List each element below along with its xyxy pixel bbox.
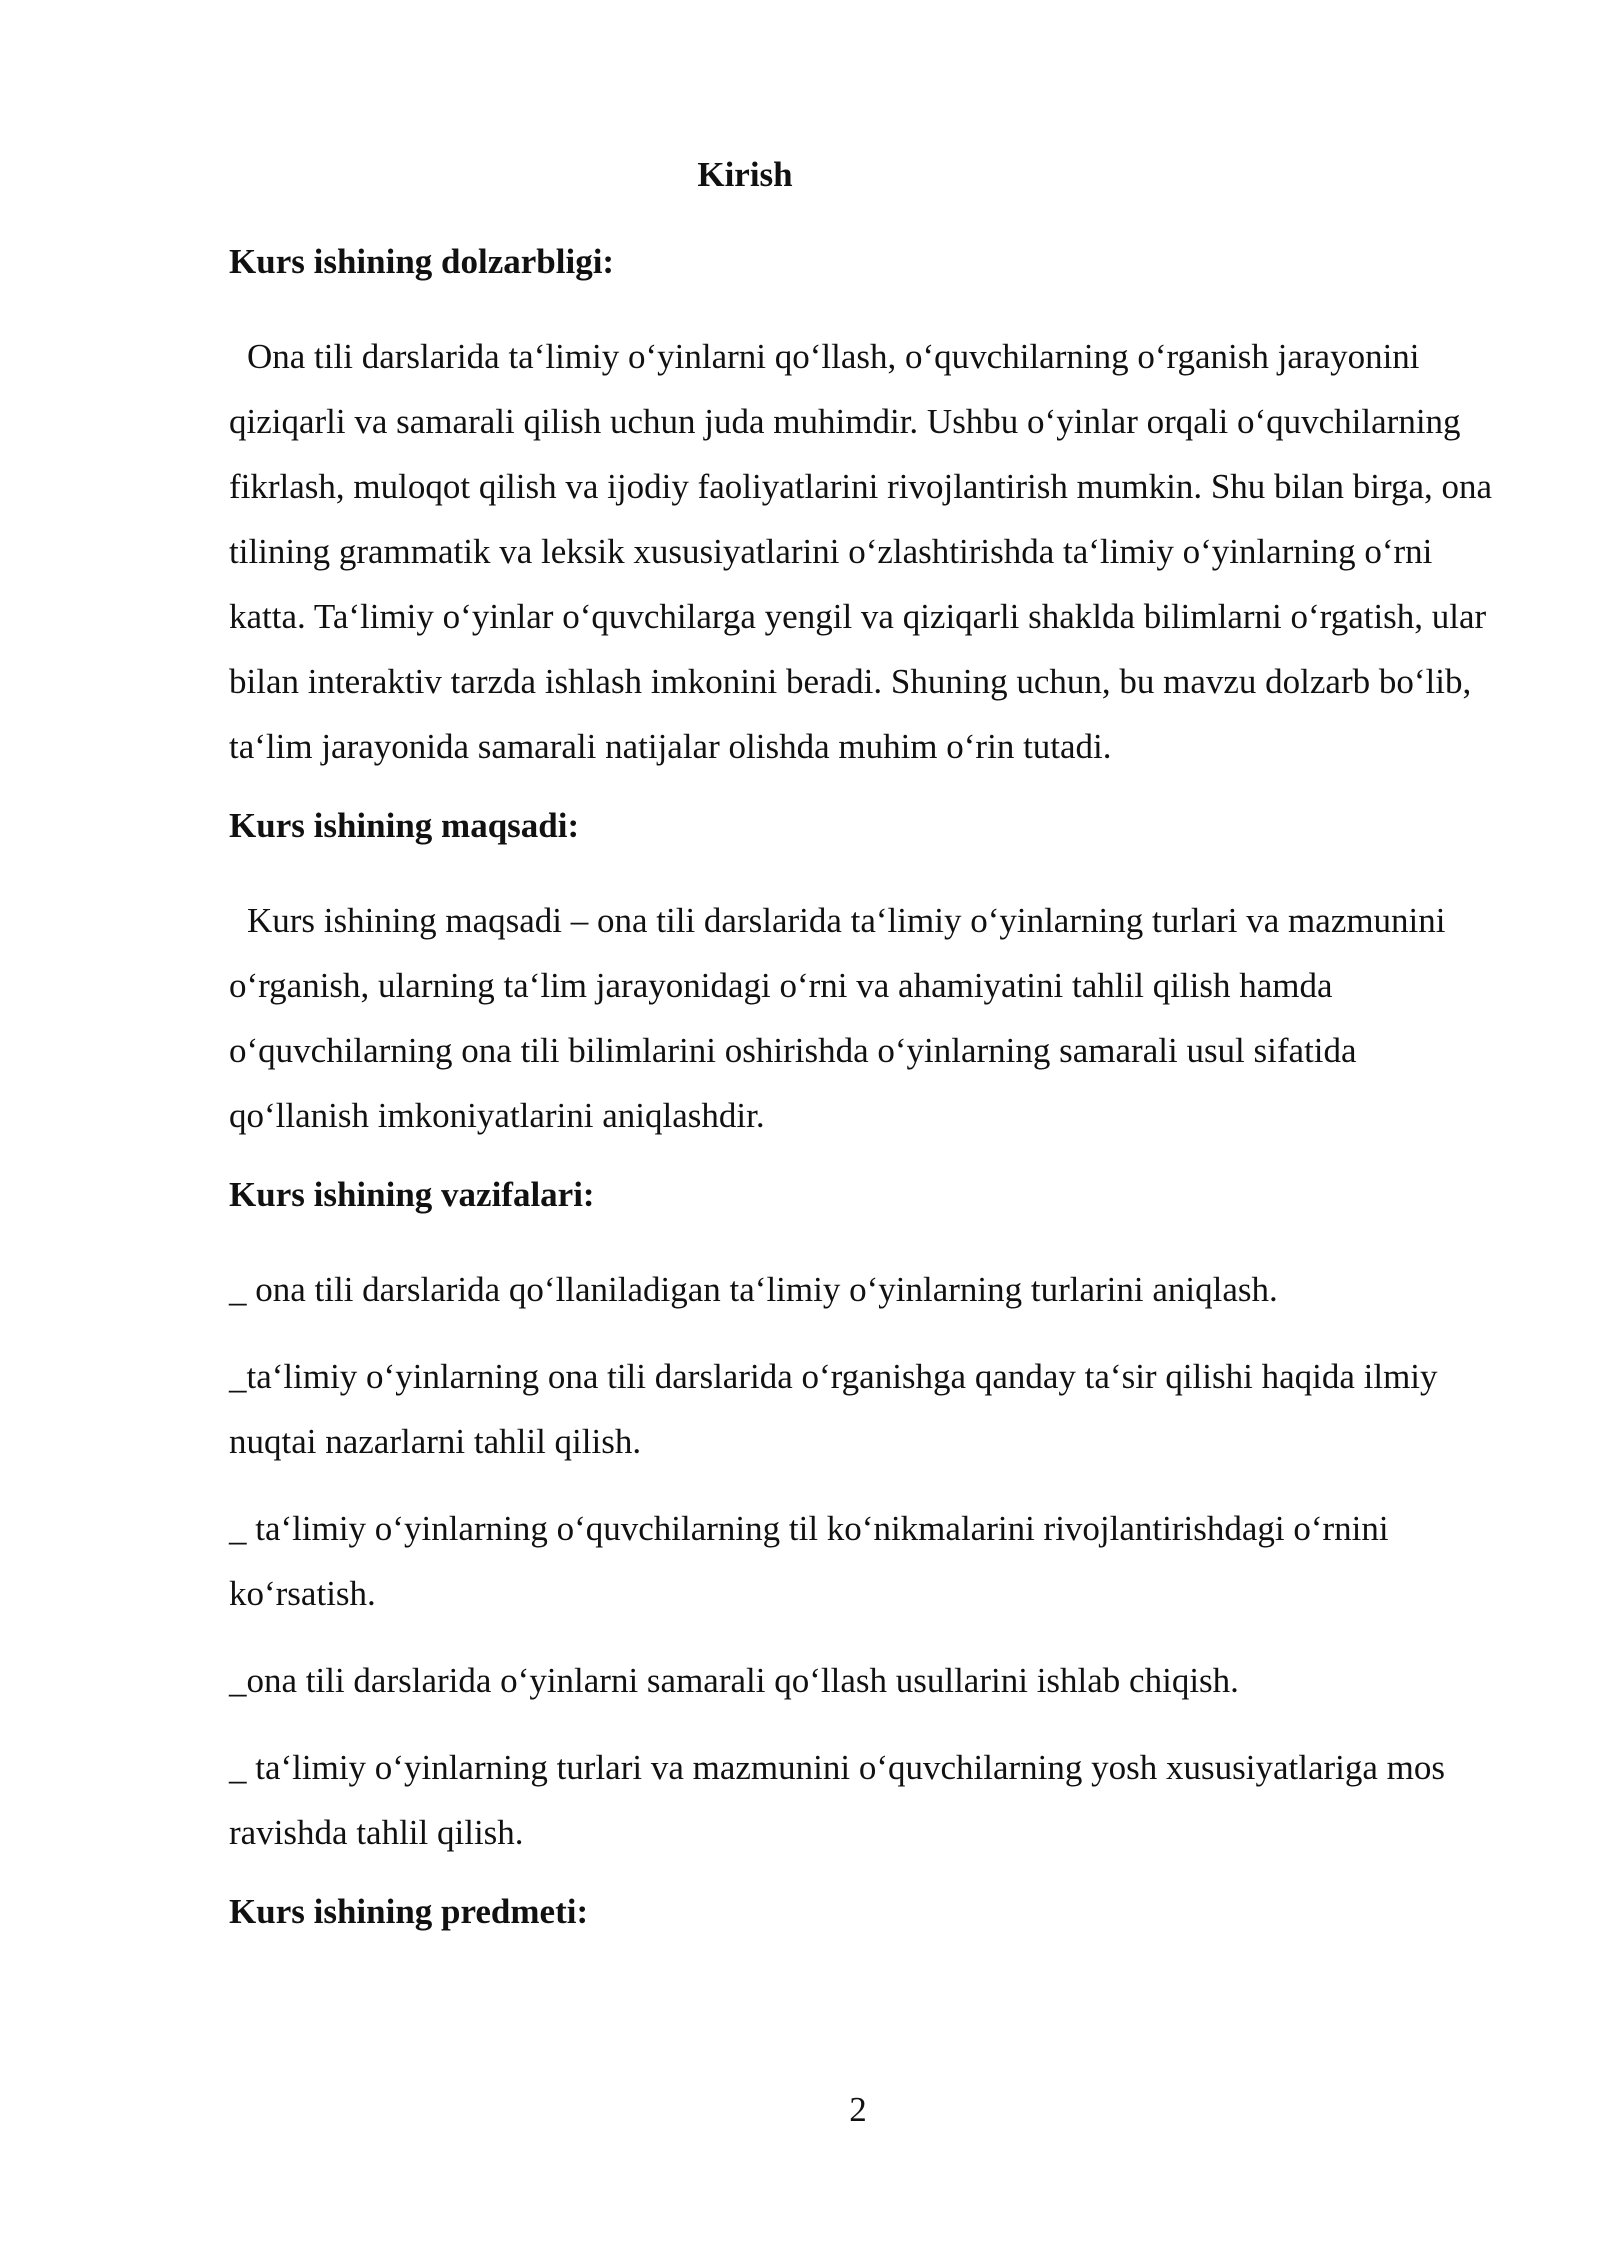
task-item: _ ta‘limiy o‘yinlarning o‘quvchilarning til ko‘nikmalarini rivojlantirishdagi o‘rnini ko‘rsatish.: [229, 1509, 1389, 1613]
page-title: Kirish: [697, 155, 793, 194]
document-body: [229, 237, 1499, 1974]
section-text-maqsadi: Kurs ishining maqsadi – ona tili darslarida ta‘limiy o‘yinlarning turlari va mazmunini o‘rganish, ularning ta‘lim jarayonidagi o‘rni va ahamiyatini tahlil qilish hamda o‘quvchilarning ona tili bilimlarini oshirishda o‘yinlarning samarali usul sifatida qo‘llanish imkoniyatlarini aniqlashdir.: [229, 901, 1446, 1135]
task-item: _ ta‘limiy o‘yinlarning turlari va mazmunini o‘quvchilarning yosh xususiyatlariga mos ravishda tahlil qilish.: [229, 1748, 1446, 1852]
section-text-dolzarbligi: Ona tili darslarida ta‘limiy o‘yinlarni qo‘llash, o‘quvchilarning o‘rganish jarayonini qiziqarli va samarali qilish uchun juda muhimdir. Ushbu o‘yinlar orqali o‘quvchilarning fikrlash, muloqot qilish va ijodiy faoliyatlarini rivojlantirish mumkin. Shu bilan birga, ona tilining grammatik va leksik xususiyatlarini o‘zlashtirishda ta‘limiy o‘yinlarning o‘rni katta. Ta‘limiy o‘yinlar o‘quvchilarga yengil va qiziqarli shaklda bilimlarni o‘rgatish, ular bilan interaktiv tarzda ishlash imkonini beradi. Shuning uchun, bu mavzu dolzarb bo‘lib, ta‘lim jarayonida samarali natijalar olishda muhim o‘rin tutadi.: [229, 337, 1493, 766]
page-number: 2: [849, 2090, 867, 2129]
section-heading-predmeti: Kurs ishining predmeti:: [229, 1892, 589, 1931]
task-item: _ ona tili darslarida qo‘llaniladigan ta‘limiy o‘yinlarning turlarini aniqlash.: [229, 1270, 1278, 1309]
section-heading-maqsadi: Kurs ishining maqsadi:: [229, 806, 580, 845]
task-item: _ona tili darslarida o‘yinlarni samarali qo‘llash usullarini ishlab chiqish.: [229, 1661, 1239, 1700]
section-heading-dolzarbligi: Kurs ishining dolzarbligi:: [229, 242, 615, 281]
task-item: _ta‘limiy o‘yinlarning ona tili darslarida o‘rganishga qanday ta‘sir qilishi haqida ilmiy nuqtai nazarlarni tahlil qilish.: [229, 1357, 1438, 1461]
section-heading-vazifalari: Kurs ishining vazifalari:: [229, 1175, 595, 1214]
